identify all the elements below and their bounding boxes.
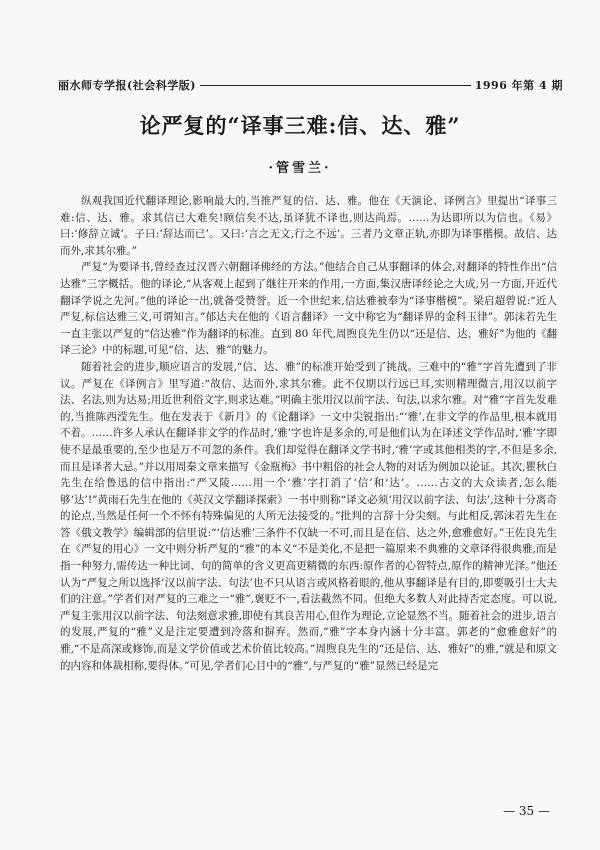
page-number: — 35 — [503,804,550,818]
paragraph-1: 纵观我国近代翻译理论,影响最大的,当推严复的信、达、雅。他在《天演论、译例言》里提出“译事三难:信、达、雅。求其信已大难矣!顾信矣不达,虽译犹不译也,则达尚焉。……为达即所以为信也。《易》曰:‘修辞立诚’。子曰:‘辞达而已’。又曰:‘言之无文,行之不远’。三者乃文章正轨,亦即为译事楷模。故信、达而外,求其尔雅。” [60,195,557,257]
paragraph-2: 严复“为要译书,曾经查过汉晋六朝翻译佛经的方法。”他结合自己从事翻译的体会,对翻译的特性作出“信达雅”三字概括。他的译论,“从客观上起到了继往开来的作用,一方面,集汉唐译经论之大成,另一方面,开近代翻译学说之先河。”他的译论一出,就备受赞誉。近一个世纪来,信达雅被奉为“译事楷模”。梁启超曾说:“近人严复,标信达雅三义,可谓知言。”郁达夫在他的《语言翻译》一文中称它为“翻译界的金科玉律”。郭沫若先生一直主张以严复的“信达雅”作为翻译的标准。直到 80 年代,周煦良先生仍以“还是信、达、雅好”为他的《翻译三论》中的标题,可见“信、达、雅”的魅力。 [60,261,557,357]
article-author: ·管雪兰· [268,161,332,176]
journal-name: 丽水师专学报(社会科学版) [58,79,196,92]
issue-label: 1996 年第 4 期 [474,79,563,92]
article-body [60,193,557,674]
running-head [58,77,563,93]
header-rule [200,85,471,86]
paragraph-3: 随着社会的进步,顺应语言的发展,“信、达、雅”的标准开始受到了挑战。三难中的“雅”字首先遭到了非议。严复在《译例言》里写道:“故信、达而外,求其尔雅。此不仅期以行远已耳,实则精理微言,用汉以前字法、名法,则为达易;用近世利俗文字,则求达难。”明确主张用汉以前字法、句法,以求尔雅。对“雅”字首先发难的,当推陈西滢先生。他在发表于《新月》的《论翻译》一文中尖锐指出:“‘雅’,在非文学的作品里,根本就用不着。……许多人承认在翻译非文学的作品时,‘雅’字也许是多余的,可是他们认为在译述文学作品时,‘雅’字即使不是最重要的,至少也是万不可忽的条件。我们却觉得在翻译文学书时,‘雅’字或其他相类的字,不但是多余,而且是译者大忌。”并以用周秦文章来描写《金瓶梅》书中粗俗的社会人物的对话为例加以论证。其次,瞿秋白先生在给鲁迅的信中指出:“严又陵……用一个‘雅’字打消了‘信’和‘达’。……古文的大众读者,怎么能够‘达’!”黄雨石先生在他的《英汉文学翻译探索》一书中则称“译文必须‘用汉以前字法、句法’,这种十分离奇的论点,当然是任何一个不怀有特殊偏见的人所无法接受的。”批判的言辞十分尖刻。与此相反,郭沫若先生在答《俄文教学》编辑部的信里说:“‘信达雅’三条件不仅缺一不可,而且是在信、达之外,愈雅愈好。”王佐良先生在《严复的用心》一文中则分析严复的“雅”的本义“不是美化,不是把一篇原来不典雅的文章译得很典雅,而是指一种努力,需传达一种比词、句的简单的含义更高更精微的东西:原作者的心智特点,原作的精神光泽。”他还认为“严复之所以选择‘汉以前字法、句法’也不只从语言或风格着眼的,他从事翻译是有目的,即要吸引士大夫们的注意。”学者们对严复的三难之一“雅”,褒贬不一,看法截然不同。但绝大多数人对此持否定态度。可以说,严复主张用汉以前字法、句法刻意求雅,即使有其良苦用心,但作为理论,立论显然不当。随着社会的进步,语言的发展,严复的“雅”义是注定要遭到冷落和摒弃。然而,“雅”字本身内涵十分丰富。郭老的“愈雅愈好”的雅,“不是高深或修饰,而是文学价值或艺术价值比较高。”周煦良先生的“还是信、达、雅好”的雅,“就是和原文的内容和体裁相称,要得体。”可见,学者们心目中的“雅”,与严复的“雅”显然已经是完 [60,360,557,672]
article-title: 论严复的“译事三难:信、达、雅” [139,113,461,138]
